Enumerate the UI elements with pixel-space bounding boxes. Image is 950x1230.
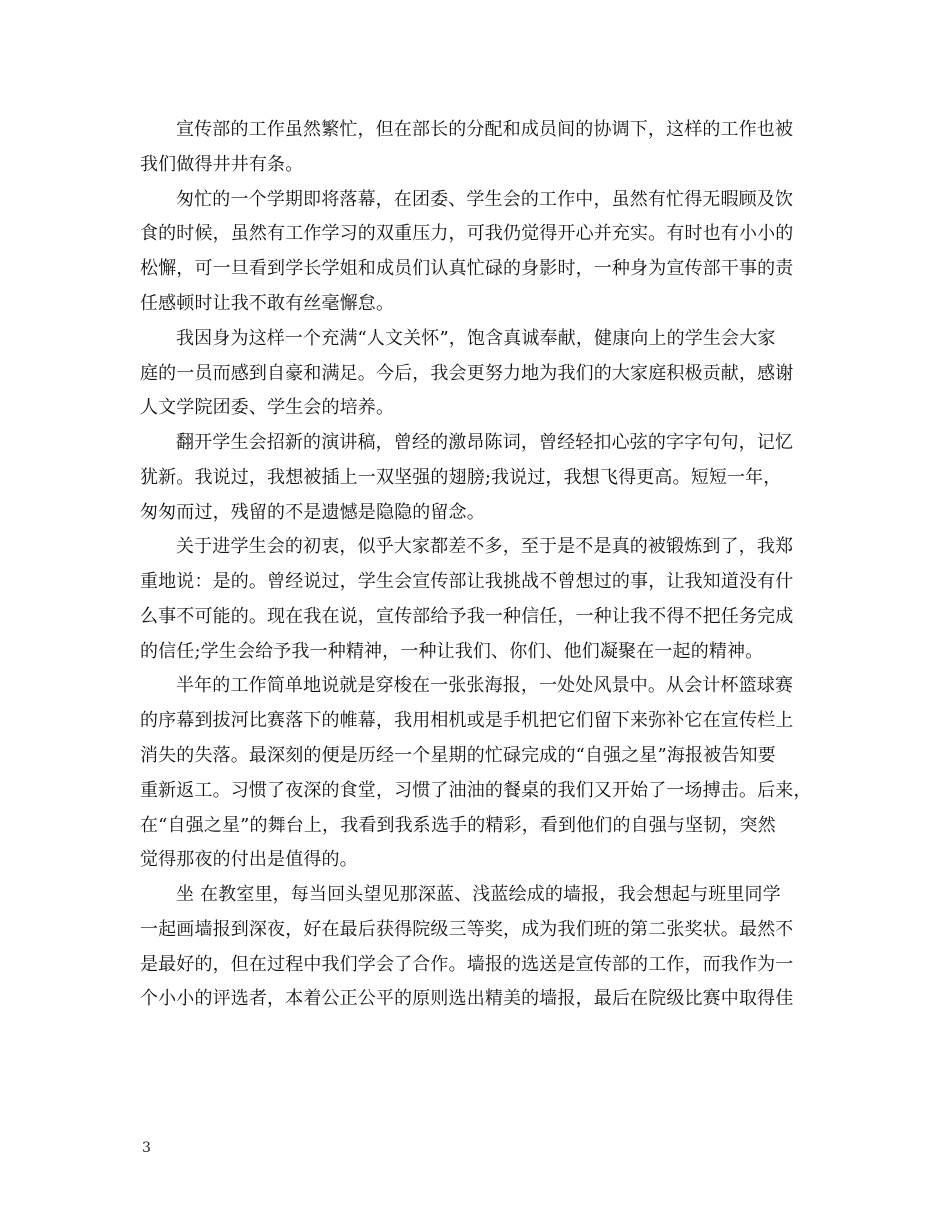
text-line: 犹新。我说过，我想被插上一双坚强的翅膀;我说过，我想飞得更高。短短一年， (140, 467, 782, 488)
text-line: 庭的一员而感到自豪和满足。今后，我会更努力地为我们的大家庭积极贡献，感谢 (140, 363, 794, 384)
text-line: 一起画墙报到深夜，好在最后获得院级三等奖，成为我们班的第二张奖状。最然不 (140, 919, 794, 940)
text-line: 消失的失落。最深刻的便是历经一个星期的忙碌完成的“自强之星”海报被告知要 (140, 745, 776, 766)
text-line: 松懈，可一旦看到学长学姐和成员们认真忙碌的身影时，一种身为宣传部干事的责 (140, 258, 794, 279)
text-line: 任感顿时让我不敢有丝毫懈怠。 (140, 293, 395, 314)
text-line: 半年的工作简单地说就是穿梭在一张张海报，一处处风景中。从会计杯篮球赛 (176, 675, 794, 696)
text-line: 我们做得井井有条。 (140, 154, 304, 175)
text-line: 么事不可能的。现在我在说，宣传部给予我一种信任，一种让我不得不把任务完成 (140, 606, 794, 627)
text-line: 在“自强之星”的舞台上，我看到我系选手的精彩，看到他们的自强与坚韧，突然 (140, 815, 776, 836)
text-line: 个小小的评选者，本着公正公平的原则选出精美的墙报，最后在院级比赛中取得佳 (140, 988, 794, 1009)
text-line: 重地说：是的。曾经说过，学生会宣传部让我挑战不曾想过的事，让我知道没有什 (140, 571, 794, 592)
text-line: 觉得那夜的付出是值得的。 (140, 849, 358, 870)
text-line: 重新返工。习惯了夜深的食堂，习惯了油油的餐桌的我们又开始了一场搏击。后来， (140, 780, 812, 801)
text-line: 宣传部的工作虽然繁忙，但在部长的分配和成员间的协调下，这样的工作也被 (176, 119, 794, 140)
text-line: 坐 在教室里，每当回头望见那深蓝、浅蓝绘成的墙报，我会想起与班里同学 (176, 884, 781, 905)
text-line: 翻开学生会招新的演讲稿，曾经的激昂陈词，曾经轻扣心弦的字字句句，记忆 (176, 432, 794, 453)
text-line: 关于进学生会的初衷，似乎大家都差不多，至于是不是真的被锻炼到了，我郑 (176, 536, 794, 557)
page-number: 3 (142, 1140, 151, 1156)
text-line: 是最好的，但在过程中我们学会了合作。墙报的选送是宣传部的工作，而我作为一 (140, 954, 794, 975)
text-line: 人文学院团委、学生会的培养。 (140, 397, 395, 418)
text-line: 匆匆而过，残留的不是遗憾是隐隐的留念。 (140, 502, 485, 523)
text-line: 我因身为这样一个充满“人文关怀”，饱含真诚奉献，健康向上的学生会大家 (176, 328, 776, 349)
text-line: 匆忙的一个学期即将落幕，在团委、学生会的工作中，虽然有忙得无暇顾及饮 (176, 189, 794, 210)
text-line: 食的时候，虽然有工作学习的双重压力，可我仍觉得开心并充实。有时也有小小的 (140, 223, 794, 244)
text-line: 的序幕到拔河比赛落下的帷幕，我用相机或是手机把它们留下来弥补它在宣传栏上 (140, 710, 794, 731)
text-line: 的信任;学生会给予我一种精神，一种让我们、你们、他们凝聚在一起的精神。 (140, 641, 764, 662)
